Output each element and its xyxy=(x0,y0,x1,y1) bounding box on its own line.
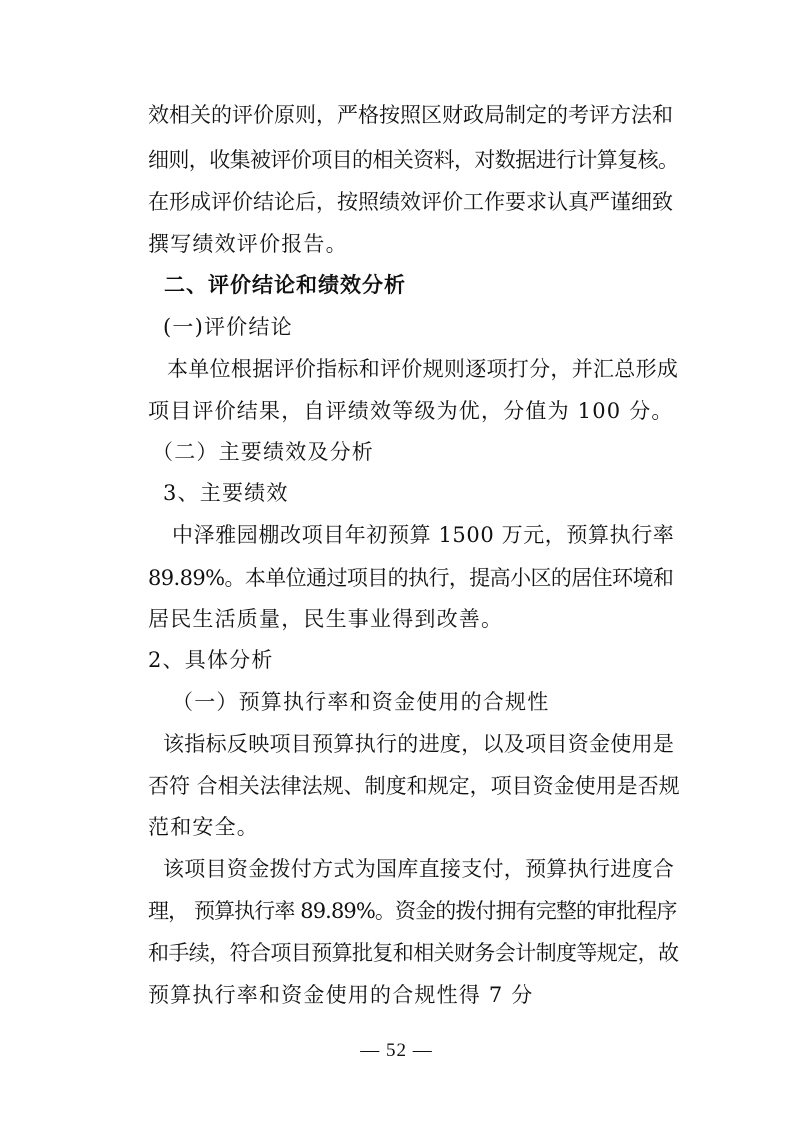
paragraph-line: 项目评价结果，自评绩效等级为优，分值为 100 分。 xyxy=(148,399,674,423)
paragraph-line: 范和安全。 xyxy=(148,815,259,839)
paragraph-line: 在形成评价结论后，按照绩效评价工作要求认真严谨细致 xyxy=(148,190,673,214)
paragraph-line: 和手续，符合项目预算批复和相关财务会计制度等规定，故 xyxy=(148,941,679,965)
paragraph-line: 撰写绩效评价报告。 xyxy=(148,232,348,256)
paragraph-line: 效相关的评价原则，严格按照区财政局制定的考评方法和 xyxy=(148,103,673,127)
paragraph-line: 中泽雅园棚改项目年初预算 1500 万元，预算执行率 xyxy=(172,523,675,547)
paragraph-line: 该指标反映项目预算执行的进度，以及项目资金使用是 xyxy=(163,732,675,756)
section-heading: 二、评价结论和绩效分析 xyxy=(164,273,406,297)
subsection-heading: 3、主要绩效 xyxy=(163,481,289,505)
paragraph-line: 理， 预算执行率 89.89%。资金的拨付拥有完整的审批程序 xyxy=(148,899,677,923)
subsection-heading: （二）主要绩效及分析 xyxy=(152,440,374,464)
subsection-heading: 2、具体分析 xyxy=(148,648,274,672)
paragraph-line: 本单位根据评价指标和评价规则逐项打分，并汇总形成 xyxy=(167,357,679,381)
paragraph-line: 预算执行率和资金使用的合规性得 7 分 xyxy=(148,983,534,1007)
page-number: — 52 — xyxy=(360,1040,433,1061)
paragraph-line: 该项目资金拨付方式为国库直接支付，预算执行进度合 xyxy=(163,857,675,881)
subsection-heading: (一)评价结论 xyxy=(163,315,293,339)
paragraph-line: 细则，收集被评价项目的相关资料，对数据进行计算复核。 xyxy=(148,148,679,172)
paragraph-line: 否符 合相关法律法规、制度和规定，项目资金使用是否规 xyxy=(148,774,680,798)
subsection-heading: （一）预算执行率和资金使用的合规性 xyxy=(172,690,550,714)
paragraph-line: 居民生活质量，民生事业得到改善。 xyxy=(148,607,504,631)
paragraph-line: 89.89%。本单位通过项目的执行，提高小区的居住环境和 xyxy=(148,566,674,590)
